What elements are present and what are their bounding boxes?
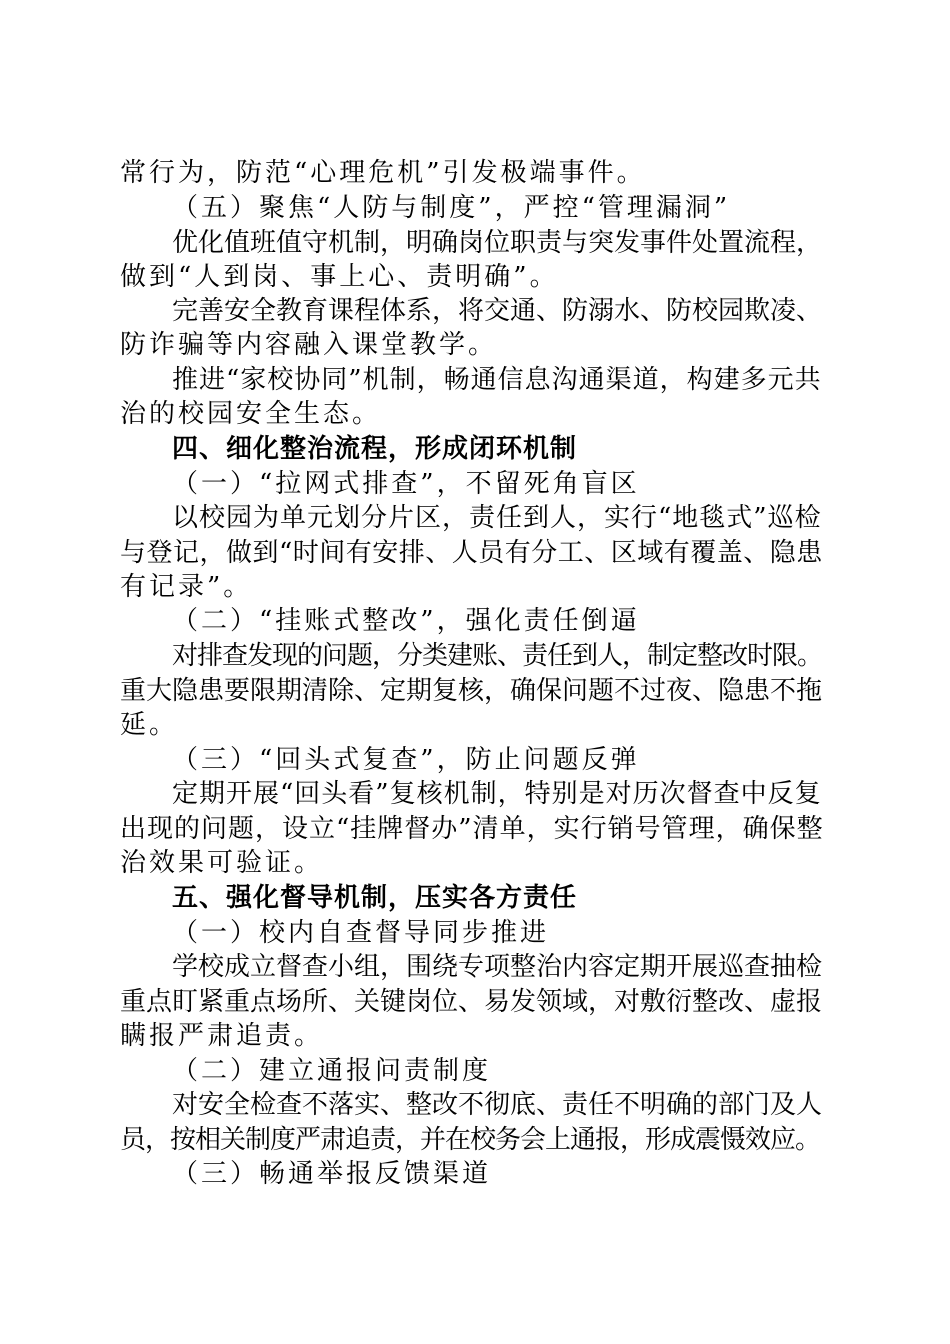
- section-heading: 四、细化整治流程，形成闭环机制: [172, 434, 578, 464]
- subheading: （一）“拉网式排查”，不留死角盲区: [172, 469, 640, 499]
- text-line: 员，按相关制度严肃追责，并在校务会上通报，形成震慑效应。: [120, 1125, 821, 1155]
- text-line: 延。: [120, 710, 179, 740]
- subheading: （一）校内自查督导同步推进: [172, 918, 550, 948]
- text-line: 出现的问题，设立“挂牌督办”清单，实行销号管理，确保整: [120, 814, 824, 844]
- text-line: 学校成立督查小组，围绕专项整治内容定期开展巡查抽检: [172, 952, 823, 982]
- subheading: （三）畅通举报反馈渠道: [172, 1159, 492, 1189]
- text-line: 定期开展“回头看”复核机制，特别是对历次督查中反复: [172, 779, 822, 809]
- text-line: 做到“人到岗、事上心、责明确”。: [120, 262, 559, 292]
- text-line: 常行为，防范“心理危机”引发极端事件。: [120, 158, 646, 188]
- text-line: 对排查发现的问题，分类建账、责任到人，制定整改时限。: [172, 641, 823, 671]
- text-line: 重大隐患要限期清除、定期复核，确保问题不过夜、隐患不拖: [120, 676, 823, 706]
- text-line: 治效果可验证。: [120, 848, 324, 878]
- text-line: 优化值班值守机制，明确岗位职责与突发事件处置流程，: [172, 228, 823, 258]
- subheading: （二）“挂账式整改”，强化责任倒逼: [172, 606, 640, 636]
- subheading: （五）聚焦“人防与制度”，严控“管理漏洞”: [172, 193, 731, 223]
- subheading: （三）“回头式复查”，防止问题反弹: [172, 745, 640, 775]
- text-line: 重点盯紧重点场所、关键岗位、易发领域，对敷衍整改、虚报: [120, 987, 823, 1017]
- section-heading: 五、强化督导机制，压实各方责任: [172, 883, 578, 913]
- subheading: （二）建立通报问责制度: [172, 1056, 492, 1086]
- text-line: 以校园为单元划分片区，责任到人，实行“地毯式”巡检: [172, 503, 822, 533]
- text-line: 瞒报严肃追责。: [120, 1021, 324, 1051]
- text-line: 有记录”。: [120, 572, 253, 602]
- text-line: 完善安全教育课程体系，将交通、防溺水、防校园欺凌、: [172, 296, 823, 326]
- text-line: 与登记，做到“时间有安排、人员有分工、区域有覆盖、隐患: [120, 538, 823, 568]
- text-line: 防诈骗等内容融入课堂教学。: [120, 330, 498, 360]
- text-line: 推进“家校协同”机制，畅通信息沟通渠道，构建多元共: [172, 365, 822, 395]
- text-line: 治的校园安全生态。: [120, 399, 382, 429]
- text-line: 对安全检查不落实、整改不彻底、责任不明确的部门及人: [172, 1090, 823, 1120]
